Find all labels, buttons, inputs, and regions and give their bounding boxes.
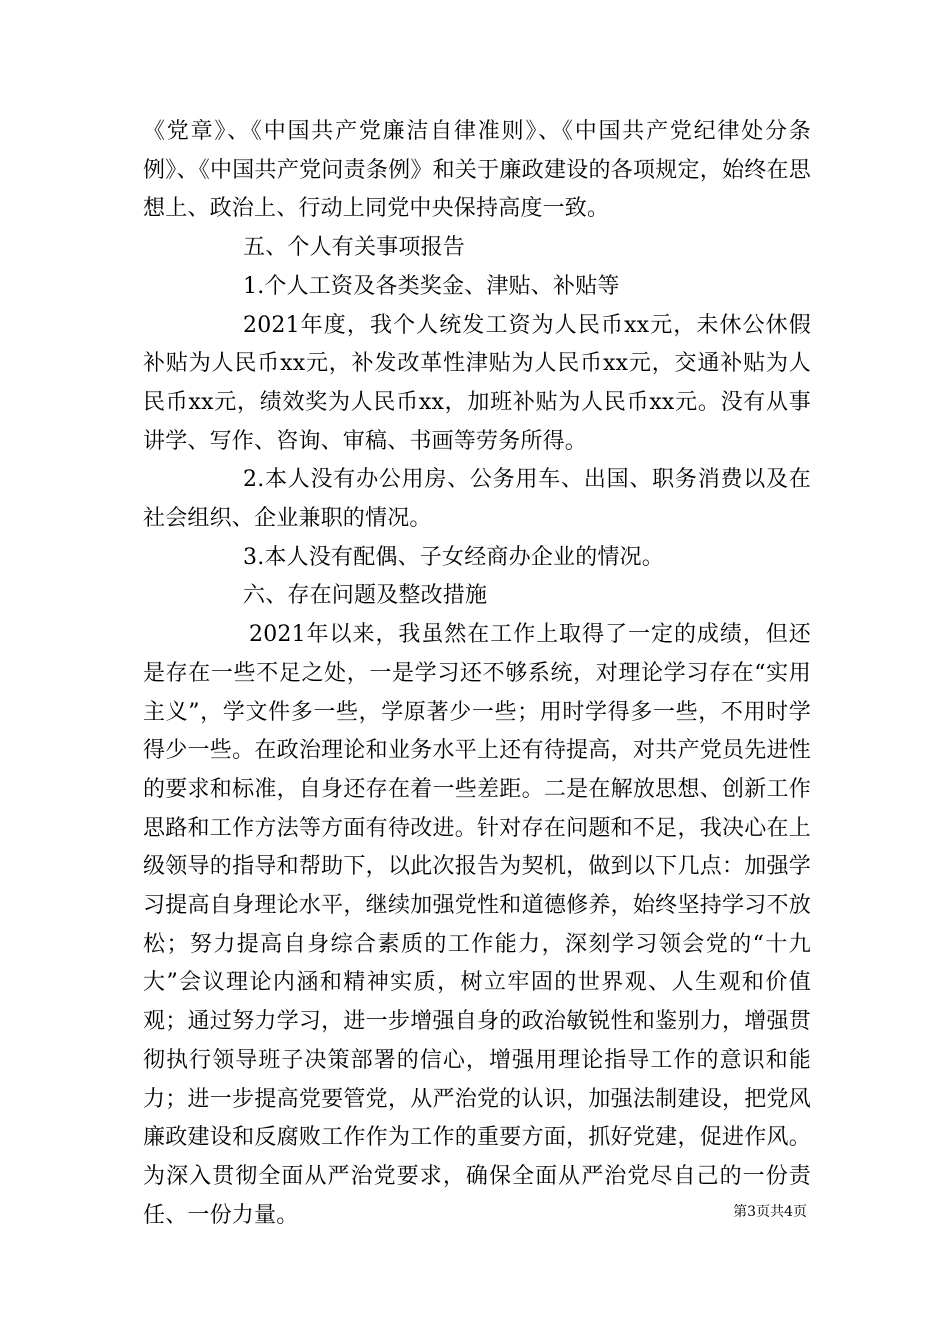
paragraph-no-family-business: 3.本人没有配偶、子女经商办企业的情况。	[243, 544, 664, 570]
paragraph-no-office-perks: 2.本人没有办公用房、公务用车、出国、职务消费以及在社会组织、企业兼职的情况。	[143, 467, 811, 532]
subheading-salary-bonuses: 1.个人工资及各类奖金、津贴、补贴等	[243, 273, 620, 299]
paragraph-party-regulations: 《党章》、《中国共产党廉洁自律准则》、《中国共产党纪律处分条例》、《中国共产党问责条例》和关于廉政建设的各项规定，始终在思想上、政治上、行动上同党中央保持高度一致。	[143, 119, 811, 222]
heading-problems-rectification: 六、存在问题及整改措施	[243, 583, 488, 609]
paragraph-salary-details: 2021年度，我个人统发工资为人民币xx元，未休公休假补贴为人民币xx元，补发改革性津贴为人民币xx元，交通补贴为人民币xx元，绩效奖为人民币xx，加班补贴为人民币xx元。没有从事讲学、写作、咨询、审稿、书画等劳务所得。	[143, 312, 811, 454]
document-body	[143, 113, 811, 1235]
heading-personal-matters-report: 五、个人有关事项报告	[243, 235, 466, 261]
page-number-footer: 第3页共4页	[733, 1204, 807, 1220]
paragraph-problems-measures: 2021年以来，我虽然在工作上取得了一定的成绩，但还是存在一些不足之处，一是学习还不够系统，对理论学习存在“实用主义”，学文件多一些，学原著少一些；用时学得多一些，不用时学得少一些。在政治理论和业务水平上还有待提高，对共产党员先进性的要求和标准，自身还存在着一些差距。二是在解放思想、创新工作思路和工作方法等方面有待改进。针对存在问题和不足，我决心在上级领导的指导和帮助下，以此次报告为契机，做到以下几点：加强学习提高自身理论水平，继续加强党性和道德修养，始终坚持学习不放松；努力提高自身综合素质的工作能力，深刻学习领会党的“十九大”会议理论内涵和精神实质，树立牢固的世界观、人生观和价值观；通过努力学习，进一步增强自身的政治敏锐性和鉴别力，增强贯彻执行领导班子决策部署的信心，增强用理论指导工作的意识和能力；进一步提高党要管党，从严治党的认识，加强法制建设，把党风廉政建设和反腐败工作作为工作的重要方面，抓好党建，促进作风。为深入贯彻全面从严治党要求，确保全面从严治党尽自己的一份责任、一份力量。	[143, 622, 811, 1228]
